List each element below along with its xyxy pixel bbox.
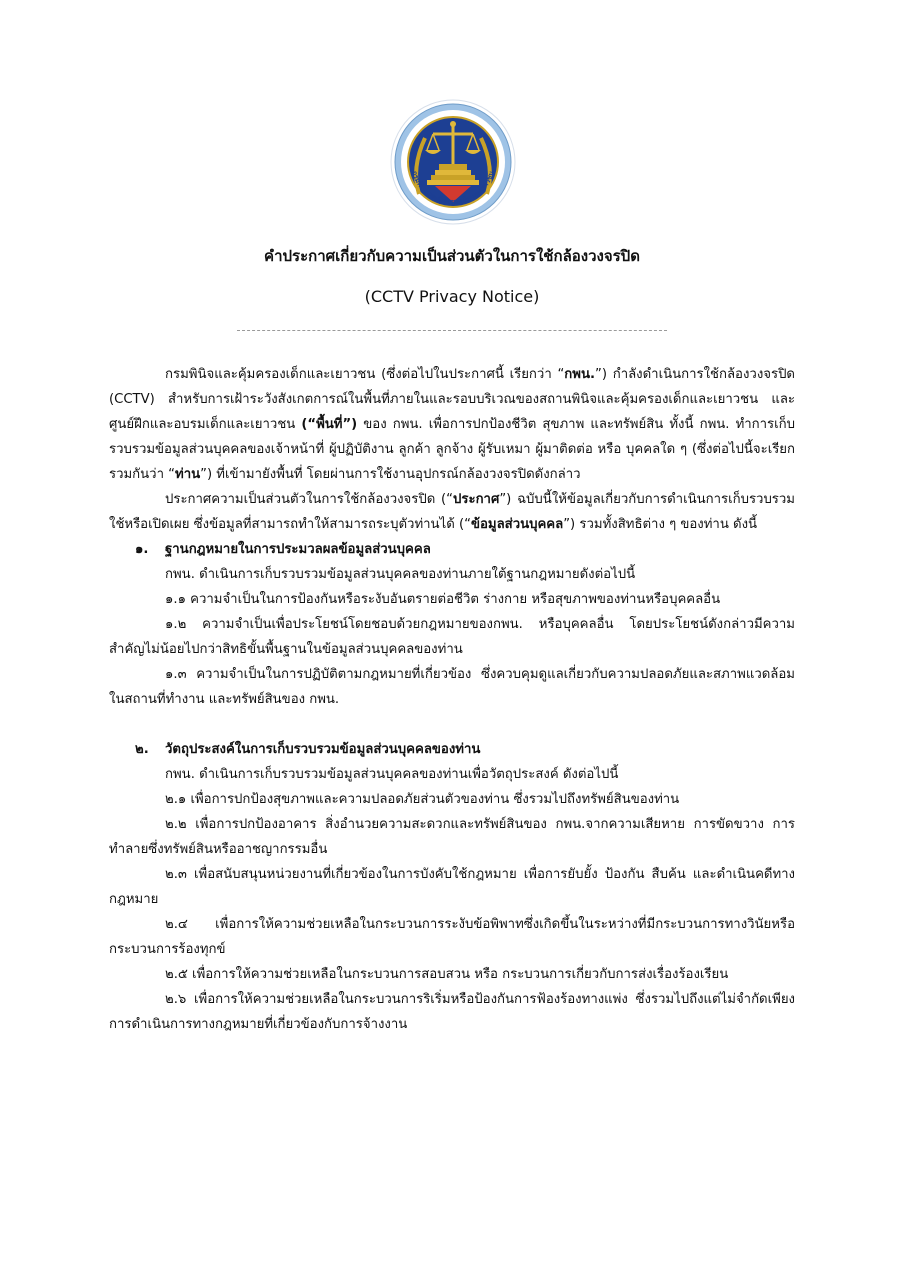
- section-1-lead: กพน. ดำเนินการเก็บรวบรวมข้อมูลส่วนบุคคลของท่านภายใต้ฐานกฎหมายดังต่อไปนี้: [165, 567, 636, 582]
- section-2-lead: กพน. ดำเนินการเก็บรวบรวมข้อมูลส่วนบุคคลของท่านเพื่อวัตถุประสงค์ ดังต่อไปนี้: [165, 767, 619, 782]
- section-2-item: ๒.๖ เพื่อการให้ความช่วยเหลือในกระบวนการริเริ่มหรือป้องกันการฟ้องร้องทางแพ่ง ซึ่งรวมไปถึงแต่ไม่จำกัดเพียงการดำเนินการทางกฎหมายที่เกี่ยวข้องกับการจ้างงาน: [109, 992, 795, 1032]
- section-2-item: ๒.๕ เพื่อการให้ความช่วยเหลือในกระบวนการสอบสวน หรือ กระบวนการเกี่ยวกับการส่งเรื่องร้องเรียน: [165, 967, 729, 982]
- department-logo: [389, 98, 517, 226]
- section-1-item: ๑.๒ ความจำเป็นเพื่อประโยชน์โดยชอบด้วยกฎหมายของกพน. หรือบุคคลอื่น โดยประโยชน์ดังกล่าวมีความสำคัญไม่น้อยไปกว่าสิทธิขั้นพื้นฐานในข้อมูลส่วนบุคคลของท่าน: [109, 617, 795, 657]
- section-1-item: ๑.๓ ความจำเป็นในการปฏิบัติตามกฎหมายที่เกี่ยวข้อง ซึ่งควบคุมดูแลเกี่ยวกับความปลอดภัยและสภาพแวดล้อมในสถานที่ทำงาน และทรัพย์สินของ กพน.: [109, 667, 795, 707]
- document-title: คำประกาศเกี่ยวกับความเป็นส่วนตัวในการใช้กล้องวงจรปิด: [264, 247, 640, 265]
- divider: [237, 330, 667, 331]
- section-1-heading: ๑. ฐานกฎหมายในการประมวลผลข้อมูลส่วนบุคคล: [135, 542, 431, 557]
- section-2-item: ๒.๑ เพื่อการปกป้องสุขภาพและความปลอดภัยส่วนตัวของท่าน ซึ่งรวมไปถึงทรัพย์สินของท่าน: [165, 792, 680, 807]
- section-2-item: ๒.๓ เพื่อสนับสนุนหน่วยงานที่เกี่ยวข้องในการบังคับใช้กฎหมาย เพื่อการยับยั้ง ป้องกัน สืบค้น และดำเนินคดีทางกฎหมาย: [109, 867, 795, 907]
- document-subtitle: (CCTV Privacy Notice): [364, 287, 540, 306]
- intro-paragraph-2: ประกาศความเป็นส่วนตัวในการใช้กล้องวงจรปิด (“ประกาศ”) ฉบับนี้ให้ข้อมูลเกี่ยวกับการดำเนินการเก็บรวบรวม ใช้หรือเปิดเผย ซึ่งข้อมูลที่สามารถทำให้สามารถระบุตัวท่านได้ (“ข้อมูลส่วนบุคคล”) รวมทั้งสิทธิต่าง ๆ ของท่าน ดังนี้: [109, 492, 795, 532]
- section-2-item: ๒.๔ เพื่อการให้ความช่วยเหลือในกระบวนการระงับข้อพิพาทซึ่งเกิดขึ้นในระหว่างที่มีกระบวนการทางวินัยหรือกระบวนการร้องทุกข์: [109, 917, 795, 957]
- document-body: [109, 362, 795, 1037]
- scales-emblem-icon: [389, 98, 517, 226]
- svg-text:กรมพินิจและคุ้มครองเด็กและเยาว: กรมพินิจและคุ้มครองเด็กและเยาวชน: [410, 170, 496, 207]
- section-1-item: ๑.๑ ความจำเป็นในการป้องกันหรือระงับอันตรายต่อชีวิต ร่างกาย หรือสุขภาพของท่านหรือบุคคลอื่น: [165, 592, 721, 607]
- section-2-heading: ๒. วัตถุประสงค์ในการเก็บรวบรวมข้อมูลส่วนบุคคลของท่าน: [135, 742, 481, 757]
- intro-paragraph-1: กรมพินิจและคุ้มครองเด็กและเยาวชน (ซึ่งต่อไปในประกาศนี้ เรียกว่า “กพน.”) กำลังดำเนินการใช้กล้องวงจรปิด (CCTV) สำหรับการเฝ้าระวังสังเกตการณ์ในพื้นที่ภายในและรอบบริเวณของสถานพินิจและคุ้มครองเด็กและเยาวชน และศูนย์ฝึกและอบรมเด็กและเยาวชน (“พื้นที่”) ของ กพน. เพื่อการปกป้องชีวิต สุขภาพ และทรัพย์สิน ทั้งนี้ กพน. ทำการเก็บรวบรวมข้อมูลส่วนบุคคลของเจ้าหน้าที่ ผู้ปฏิบัติงาน ลูกค้า ลูกจ้าง ผู้รับเหมา ผู้มาติดต่อ หรือ บุคคลใด ๆ (ซึ่งต่อไปนี้จะเรียกรวมกันว่า “ท่าน”) ที่เข้ามายังพื้นที่ โดยผ่านการใช้งานอุปกรณ์กล้องวงจรปิดดังกล่าว: [109, 367, 796, 482]
- section-2-item: ๒.๒ เพื่อการปกป้องอาคาร สิ่งอำนวยความสะดวกและทรัพย์สินของ กพน.จากความเสียหาย การขัดขวาง การทำลายซึ่งทรัพย์สินหรืออาชญากรรมอื่น: [109, 817, 795, 857]
